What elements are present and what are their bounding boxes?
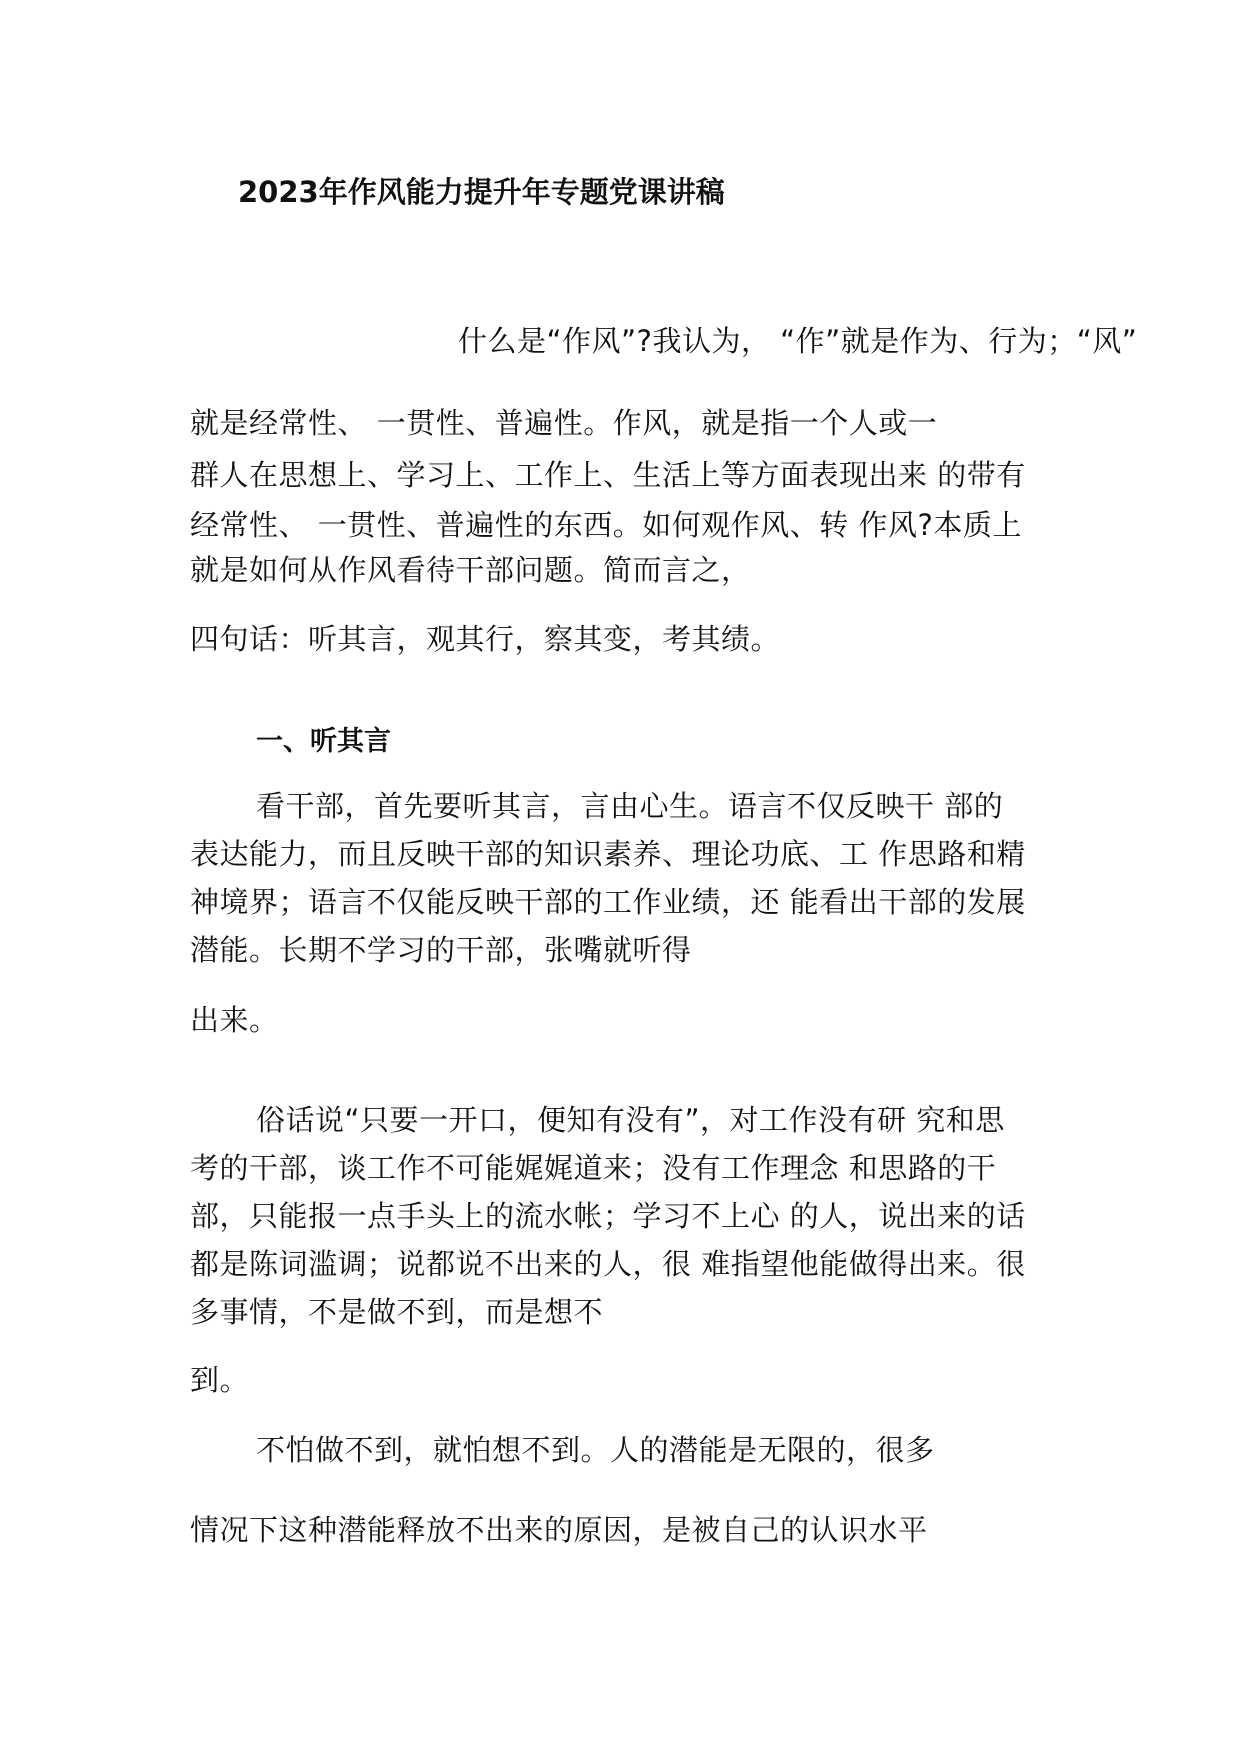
para1-line-3: 神境界；语言不仅能反映干部的工作业绩，还 能看出干部的发展 — [190, 885, 1026, 919]
para2-line-2: 考的干部，谈工作不可能娓娓道来；没有工作理念 和思路的干 — [190, 1151, 997, 1185]
para3-line-2: 情况下这种潜能释放不出来的原因，是被自己的认识水平 — [190, 1513, 928, 1547]
intro-line-4: 经常性、 一贯性、普遍性的东西。如何观作风、转 作风?本质上 — [190, 508, 1022, 542]
para2-line-6: 到。 — [190, 1363, 250, 1397]
para2-line-1: 俗话说“只要一开口，便知有没有”，对工作没有研 究和思 — [256, 1103, 1005, 1137]
para1-line-4: 潜能。长期不学习的干部，张嘴就听得 — [190, 933, 692, 967]
section-heading-1: 一、听其言 — [256, 726, 391, 757]
intro-line-6: 四句话：听其言，观其行，察其变，考其绩。 — [190, 622, 781, 656]
intro-line-2: 就是经常性、 一贯性、普遍性。作风，就是指一个人或一 — [190, 406, 938, 440]
document-title: 2023年作风能力提升年专题党课讲稿 — [238, 175, 725, 209]
para2-line-4: 都是陈词滥调；说都说不出来的人，很 难指望他能做得出来。很 — [190, 1247, 1026, 1281]
para1-line-5: 出来。 — [190, 1003, 279, 1037]
para1-line-1: 看干部，首先要听其言，言由心生。语言不仅反映干 部的 — [256, 789, 1004, 823]
intro-line-1: 什么是“作风”?我认为， “作”就是作为、行为；“风” — [458, 324, 1138, 358]
intro-line-5: 就是如何从作风看待干部问题。简而言之， — [190, 553, 751, 587]
para2-line-5: 多事情，不是做不到，而是想不 — [190, 1295, 604, 1329]
para1-line-2: 表达能力，而且反映干部的知识素养、理论功底、工 作思路和精 — [190, 837, 1026, 871]
para2-line-3: 部，只能报一点手头上的流水帐；学习不上心 的人，说出来的话 — [190, 1199, 1026, 1233]
para3-line-1: 不怕做不到，就怕想不到。人的潜能是无限的，很多 — [256, 1433, 935, 1467]
intro-line-3: 群人在思想上、学习上、工作上、生活上等方面表现出来 的带有 — [190, 458, 1026, 492]
